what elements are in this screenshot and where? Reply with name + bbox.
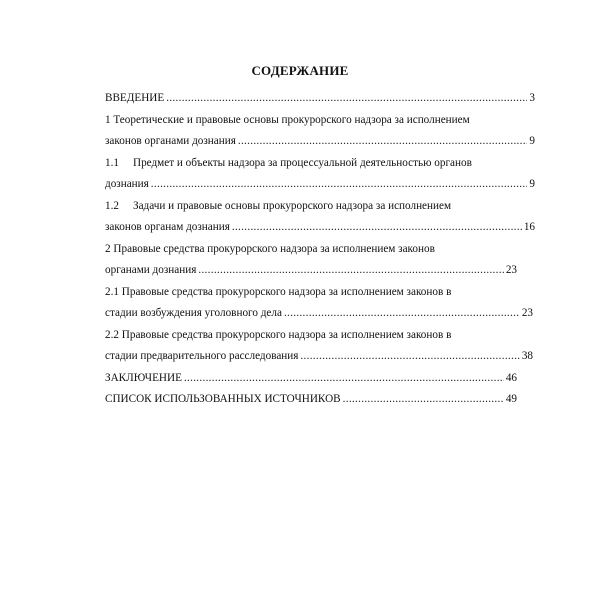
toc-entry-label: стадии возбуждения уголовного дела <box>105 307 282 319</box>
toc-entry-heading: 2.1 Правовые средства прокурорского надзора за исполнением законов в <box>105 285 452 298</box>
toc-entry-label: законов органам дознания <box>105 221 230 233</box>
toc-entry-heading <box>105 196 451 218</box>
toc-entry-page: 46 <box>505 371 517 384</box>
toc-entry-page: 38 <box>521 350 533 362</box>
toc-entry-label: законов органами дознания <box>105 135 236 147</box>
toc-entry-page: 23 <box>505 264 517 276</box>
dot-leader <box>232 217 522 239</box>
dot-leader <box>184 368 504 390</box>
toc-entry-page: 49 <box>505 393 517 405</box>
toc-entry-label: органами дознания <box>105 264 197 276</box>
toc-entry-label: ВВЕДЕНИЕ <box>105 92 165 104</box>
toc-entry-page: 16 <box>523 221 535 233</box>
toc-entry-section-2-1-line1 <box>105 282 535 304</box>
toc-entry-chapter-1[interactable] <box>105 131 535 153</box>
toc-entry-section-1-2-line1 <box>105 196 535 218</box>
toc-entry-section-1-2[interactable] <box>105 217 535 239</box>
toc-entry-chapter-1-line1 <box>105 110 535 132</box>
dot-leader <box>343 389 504 411</box>
toc-entry-section-2-1[interactable] <box>105 303 533 325</box>
toc-entry-heading <box>105 153 472 175</box>
toc-entry-page: 3 <box>529 92 535 104</box>
toc-entry-heading: 2 Правовые средства прокурорского надзора за исполнением законов <box>105 242 435 255</box>
toc-entry-section-2-2[interactable] <box>105 346 533 368</box>
toc-entry-section-2-2-line1 <box>105 325 535 347</box>
toc-entry-chapter-2-line1 <box>105 239 535 261</box>
dot-leader <box>284 303 520 325</box>
table-of-contents <box>105 88 535 411</box>
dot-leader <box>166 88 527 110</box>
toc-entry-page: 9 <box>529 135 535 147</box>
toc-entry-conclusion[interactable] <box>105 368 517 390</box>
toc-entry-label: дознания <box>105 178 149 190</box>
section-number: 1.2 <box>105 199 119 212</box>
toc-entry-label: ЗАКЛЮЧЕНИЕ <box>105 371 182 384</box>
toc-title: СОДЕРЖАНИЕ <box>251 63 349 78</box>
dot-leader <box>238 131 528 153</box>
toc-entry-heading: 2.2 Правовые средства прокурорского надзора за исполнением законов в <box>105 328 452 341</box>
toc-entry-label: СПИСОК ИСПОЛЬЗОВАННЫХ ИСТОЧНИКОВ <box>105 393 341 405</box>
toc-entry-page: 23 <box>521 307 533 319</box>
toc-entry-introduction[interactable] <box>105 88 535 110</box>
dot-leader <box>198 260 503 282</box>
toc-entry-section-1-1[interactable] <box>105 174 535 196</box>
toc-entry-label: стадии предварительного расследования <box>105 350 299 362</box>
dot-leader <box>300 346 519 368</box>
dot-leader <box>151 174 528 196</box>
toc-entry-page: 9 <box>529 178 535 190</box>
toc-entry-section-1-1-line1 <box>105 153 535 175</box>
section-title: Предмет и объекты надзора за процессуальной деятельностью органов <box>132 156 472 169</box>
section-number: 1.1 <box>105 156 119 169</box>
toc-entry-heading: 1 Теоретические и правовые основы прокурорского надзора за исполнением <box>105 113 470 126</box>
toc-entry-references[interactable] <box>105 389 517 411</box>
toc-entry-chapter-2[interactable] <box>105 260 517 282</box>
section-title: Задачи и правовые основы прокурорского надзора за исполнением <box>132 199 452 212</box>
